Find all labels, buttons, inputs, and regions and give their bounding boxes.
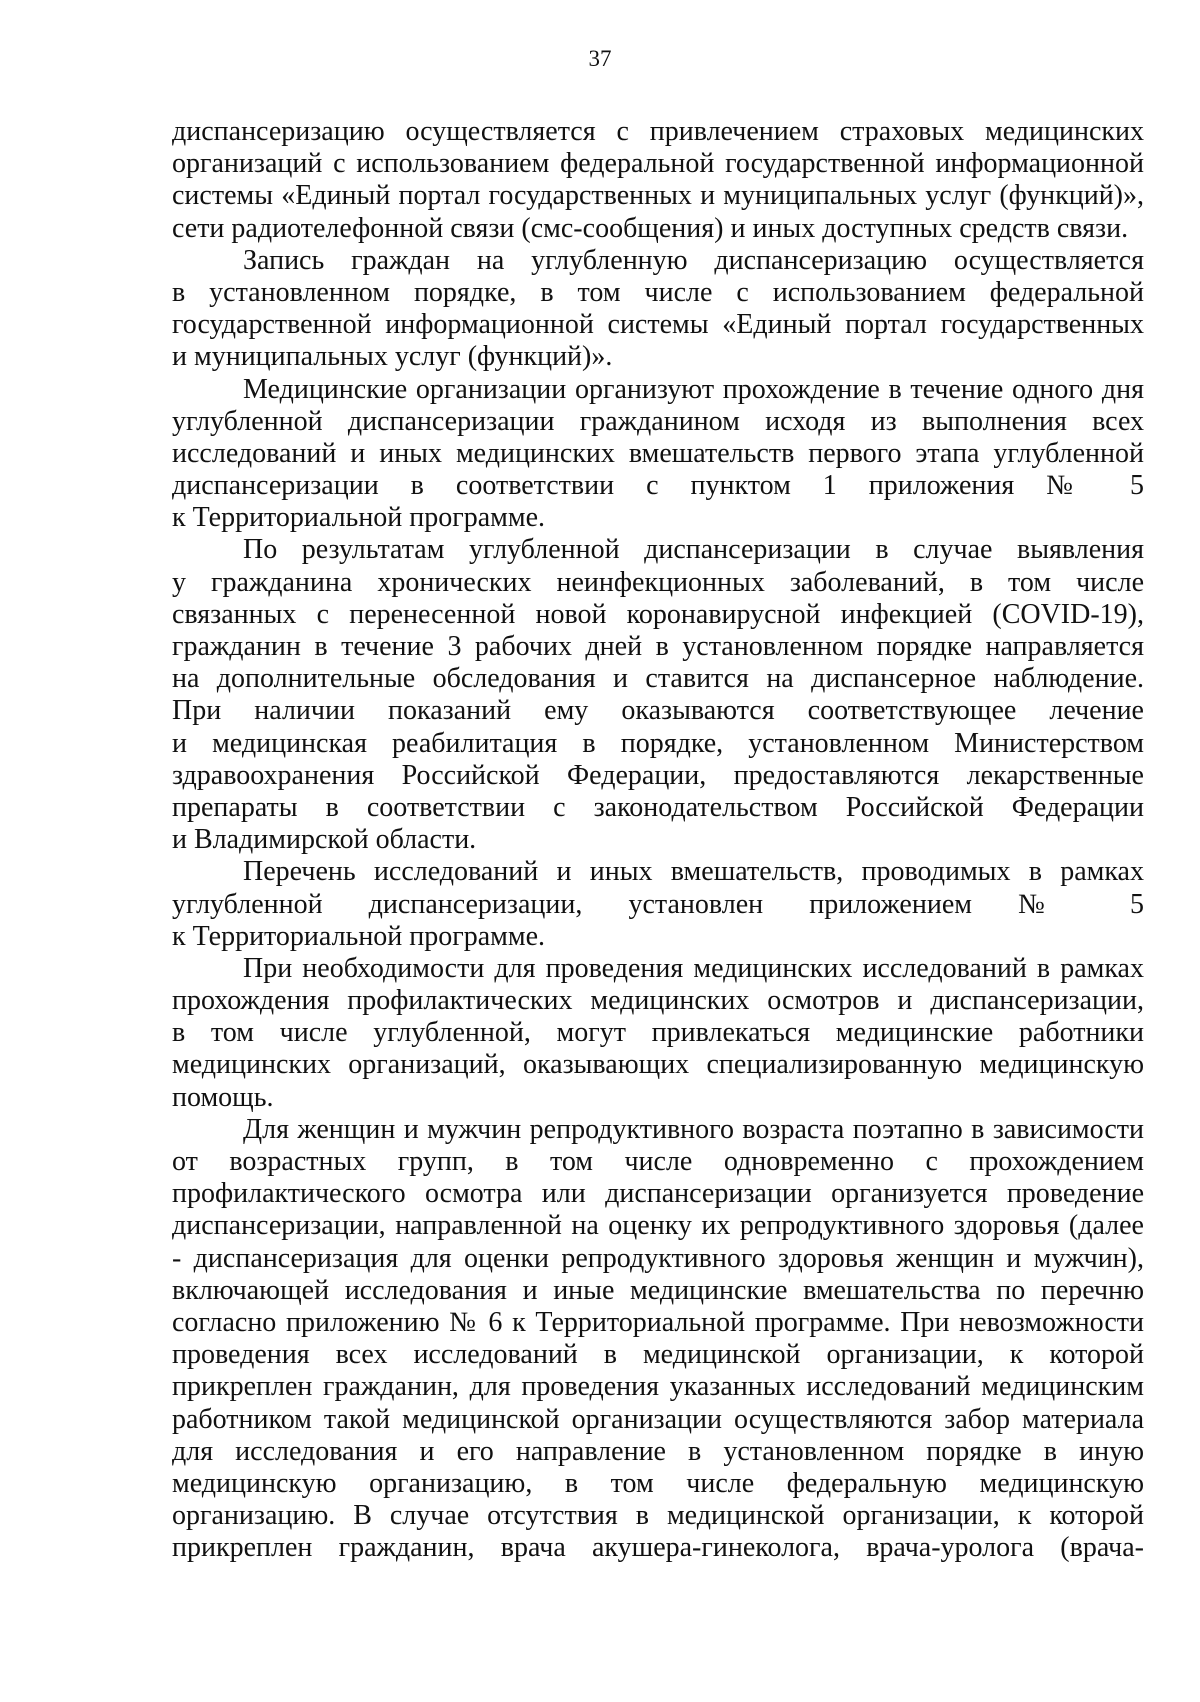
- text-line: Перечень исследований и иных вмешательств, проводимых в рамках: [243, 856, 1144, 888]
- text-line: При необходимости для проведения медицинских исследований в рамках: [243, 952, 1144, 984]
- text-line: организацию. В случае отсутствия в медицинской организации, к которой: [172, 1500, 1144, 1532]
- text-line: Для женщин и мужчин репродуктивного возраста поэтапно в зависимости: [243, 1113, 1144, 1145]
- text-line: и медицинская реабилитация в порядке, установленном Министерством: [172, 727, 1144, 759]
- page-number: 37: [588, 46, 612, 71]
- text-line: проведения всех исследований в медицинской организации, к которой: [172, 1339, 1144, 1371]
- text-line: сети радиотелефонной связи (смс-сообщения) и иных доступных средств связи.: [172, 212, 1129, 244]
- text-line: к Территориальной программе.: [172, 920, 546, 952]
- text-line: медицинских организаций, оказывающих специализированную медицинскую: [172, 1049, 1144, 1081]
- text-line: прохождения профилактических медицинских осмотров и диспансеризации,: [172, 985, 1144, 1017]
- text-line: По результатам углубленной диспансеризации в случае выявления: [243, 534, 1144, 566]
- text-line: для исследования и его направление в установленном порядке в иную: [172, 1435, 1144, 1467]
- text-line: и муниципальных услуг (функций)».: [172, 341, 613, 373]
- text-line: диспансеризацию осуществляется с привлечением страховых медицинских: [172, 116, 1144, 147]
- text-line: углубленной диспансеризации, установлен приложением № 5: [172, 888, 1144, 920]
- text-line: профилактического осмотра или диспансеризации организуется проведение: [172, 1178, 1144, 1210]
- text-line: связанных с перенесенной новой коронавирусной инфекцией (COVID-19),: [172, 598, 1144, 630]
- text-line: в том числе углубленной, могут привлекаться медицинские работники: [172, 1017, 1144, 1049]
- text-line: гражданин в течение 3 рабочих дней в установленном порядке направляется: [172, 631, 1144, 662]
- text-line: здравоохранения Российской Федерации, предоставляются лекарственные: [172, 759, 1144, 791]
- text-line: прикреплен гражданин, врача акушера-гинеколога, врача-уролога (врача-: [172, 1532, 1144, 1564]
- text-line: Запись граждан на углубленную диспансеризацию осуществляется: [243, 244, 1144, 276]
- text-line: - диспансеризация для оценки репродуктивного здоровья женщин и мужчин),: [172, 1242, 1144, 1274]
- text-line: Медицинские организации организуют прохождение в течение одного дня: [243, 373, 1144, 405]
- text-line: диспансеризации, направленной на оценку их репродуктивного здоровья (далее: [172, 1210, 1144, 1242]
- text-line: прикреплен гражданин, для проведения указанных исследований медицинским: [172, 1371, 1144, 1403]
- text-line: углубленной диспансеризации гражданином исходя из выполнения всех: [172, 405, 1144, 437]
- text-line: и Владимирской области.: [172, 824, 477, 856]
- text-line: организаций с использованием федеральной государственной информационной: [172, 148, 1144, 180]
- text-line: диспансеризации в соответствии с пунктом 1 приложения № 5: [172, 470, 1144, 502]
- text-line: При наличии показаний ему оказываются соответствующее лечение: [172, 695, 1144, 727]
- text-line: от возрастных групп, в том числе одновременно с прохождением: [172, 1146, 1144, 1177]
- text-line: системы «Единый портал государственных и муниципальных услуг (функций)»,: [172, 180, 1144, 212]
- text-line: исследований и иных медицинских вмешательств первого этапа углубленной: [172, 437, 1144, 469]
- text-line: в установленном порядке, в том числе с использованием федеральной: [172, 276, 1144, 308]
- text-line: согласно приложению № 6 к Территориальной программе. При невозможности: [172, 1306, 1144, 1338]
- text-line: включающей исследования и иные медицинские вмешательства по перечню: [172, 1274, 1144, 1306]
- text-line: работником такой медицинской организации осуществляются забор материала: [172, 1403, 1144, 1435]
- text-line: помощь.: [172, 1081, 274, 1113]
- text-line: государственной информационной системы «Единый портал государственных: [172, 309, 1144, 341]
- text-line: на дополнительные обследования и ставится на диспансерное наблюдение.: [172, 663, 1144, 695]
- document-body: [172, 116, 1144, 1564]
- text-line: у гражданина хронических неинфекционных заболеваний, в том числе: [172, 566, 1144, 598]
- text-line: медицинскую организацию, в том числе федеральную медицинскую: [172, 1467, 1144, 1499]
- text-line: препараты в соответствии с законодательством Российской Федерации: [172, 791, 1144, 823]
- text-line: к Территориальной программе.: [172, 502, 546, 534]
